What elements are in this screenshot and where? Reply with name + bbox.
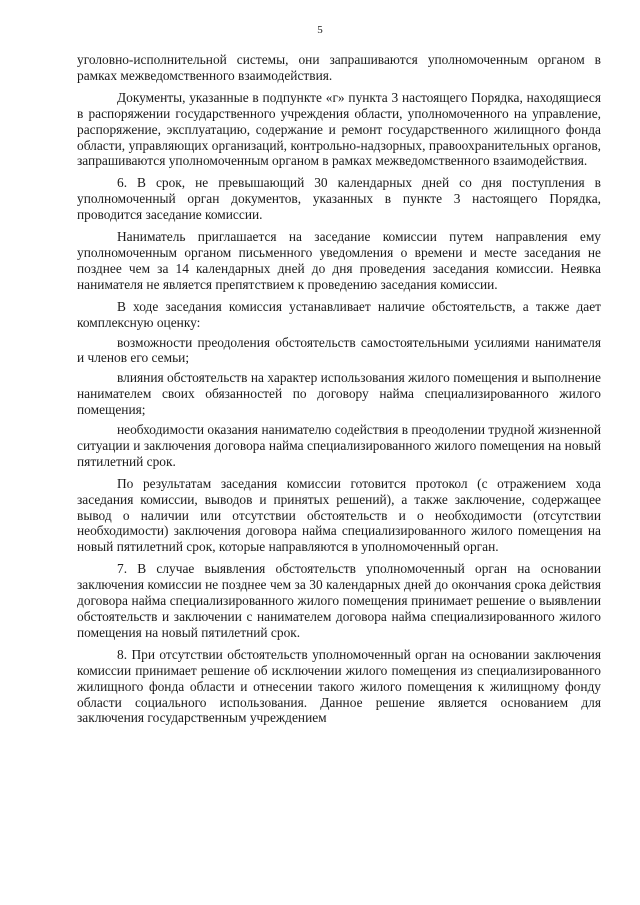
document-body <box>77 52 601 732</box>
paragraph-tenant-invitation: Наниматель приглашается на заседание комиссии путем направления ему уполномоченным органом письменного уведомления о времени и месте заседания не позднее чем за 14 календарных дней до дня проведения заседания комиссии. Неявка нанимателя не является препятствием к проведению заседания комиссии. <box>77 229 601 292</box>
paragraph-item-8: 8. При отсутствии обстоятельств уполномоченный орган на основании заключения комиссии принимает решение об исключении жилого помещения из специализированного жилищного фонда области и отнесении такого жилого помещения к жилищному фонду области социального использования. Данное решение является основанием для заключения государственным учреждением <box>77 646 601 726</box>
paragraph-item-6: 6. В срок, не превышающий 30 календарных дней со дня поступления в уполномоченный орган документов, указанных в пункте 3 настоящего Порядка, проводится заседание комиссии. <box>77 175 601 223</box>
paragraph-commission-assessment: В ходе заседания комиссия устанавливает наличие обстоятельств, а также дает комплексную оценку: <box>77 298 601 330</box>
paragraph-item-7: 7. В случае выявления обстоятельств уполномоченный орган на основании заключения комиссии не позднее чем за 30 календарных дней до окончания срока действия договора найма специализированного жилого помещения принимает решение о выявлении обстоятельств и заключении с нанимателем договора найма специализированного жилого помещения на новый пятилетний срок. <box>77 561 601 640</box>
paragraph-documents-subpoint-g: Документы, указанные в подпункте «г» пункта 3 настоящего Порядка, находящиеся в распоряжении государственного учреждения области, уполномоченного на управление, распоряжение, эксплуатацию, содержание и ремонт государственного жилищного фонда области, управляющих организаций, контрольно-надзорных, правоохранительных органов, запрашиваются уполномоченным органом в рамках межведомственного взаимодействия. <box>77 89 601 169</box>
paragraph-assessment-necessity: необходимости оказания нанимателю содействия в преодолении трудной жизненной ситуации и заключения договора найма специализированного жилого помещения на новый пятилетний срок. <box>77 422 601 469</box>
paragraph-protocol: По результатам заседания комиссии готовится протокол (с отражением хода заседания комиссии, выводов и принятых решений), а также заключение, содержащее вывод о наличии или отсутствии обстоятельств и о необходимости (отсутствии необходимости) заключения договора найма специализированного жилого помещения на новый пятилетний срок, которые направляются в уполномоченный орган. <box>77 475 601 555</box>
page-number: 5 <box>317 24 323 36</box>
paragraph-assessment-possibility: возможности преодоления обстоятельств самостоятельными усилиями нанимателя и членов его семьи; <box>77 334 601 366</box>
paragraph-continuation: уголовно-исполнительной системы, они запрашиваются уполномоченным органом в рамках межведомственного взаимодействия. <box>77 52 601 83</box>
paragraph-assessment-influence: влияния обстоятельств на характер использования жилого помещения и выполнение нанимателем своих обязанностей по договору найма специализированного жилого помещения; <box>77 370 601 418</box>
